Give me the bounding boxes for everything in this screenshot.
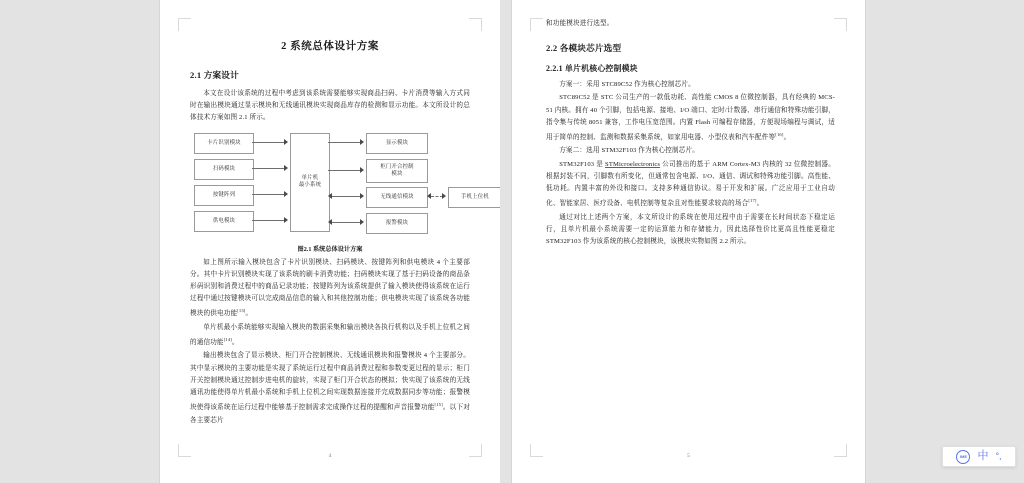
paragraph-stc89c52-text: STC89C52 是 STC 公司生产的一款低功耗、高性能 CMOS 8 位微控制器，具有经典的 MCS-51 内核。拥有 40 个引脚，包括电源、接地、I/O 端口、定时/计数器、串行通信和特殊功能引脚，指令集与传统 8051 兼容，工作电压宽范围。内置 Flash 可编程存储器，方便现场编程与调试，适用于简单的控制、监测和数据采集系统，如家用电器、小型仪表和汽车配件等 — [546, 94, 835, 142]
arrow-scan-to-mcu — [284, 165, 288, 171]
paragraph-output-modules — [190, 350, 470, 426]
paragraph-input-modules-end: 。 — [245, 310, 253, 318]
left-page-content — [190, 24, 489, 428]
diagram-block-card-recognition: 卡片识别模块 — [194, 133, 254, 154]
paragraph-mcu-system-text: 单片机最小系统能够实现输入模块的数据采集和输出模块各执行机构以及手机上位机之间的通信功能 — [190, 323, 470, 347]
figure-caption-2-1: 图2.1 系统总体设计方案 — [297, 245, 363, 253]
ime-punctuation-toggle[interactable]: °, — [995, 451, 1002, 461]
page-number-right: 5 — [687, 453, 690, 459]
arrow-power-to-mcu — [284, 217, 288, 223]
connector-mcu-to-alarm — [332, 222, 361, 223]
page-gap — [500, 0, 512, 483]
arrow-wireless-to-mcu — [328, 193, 332, 199]
arrow-to-mobile-host — [442, 193, 446, 199]
diagram-block-mobile-host: 手机上位机 — [448, 187, 500, 208]
ime-language-toggle[interactable]: 中 — [977, 450, 989, 462]
section-heading-2-2: 2.2 各模块芯片选型 — [546, 43, 622, 54]
diagram-block-alarm: 报警模块 — [366, 213, 428, 234]
connector-scan-to-mcu — [252, 168, 285, 169]
system-architecture-diagram — [190, 131, 489, 241]
paragraph-output-modules-end: 。以下对各主要芯片 — [190, 404, 470, 424]
paragraph-stc89c52-end: 。 — [783, 134, 791, 142]
diagram-block-scan-code: 扫码模块 — [194, 159, 254, 180]
arrow-card-to-mcu — [284, 139, 288, 145]
paragraph-stm32f103 — [546, 159, 835, 211]
paragraph-output-modules-text: 输出模块包含了显示模块、柜门开合控制模块、无线通讯模块和报警模块 4 个主要部分。其中显示模块的主要功能是实现了系统运行过程中商品消费过程和参数变更过程的显示；柜门开关控制模块通过控制步进电机的旋转，实现了柜门开合状态的模拟；快实现了该系统的无线通讯功能使得单片机最小系统和手机上位机之间实现数据连接并完成数据同步等功能；报警模块使得该系统在运行过程中能够基于控制需求完成操作过程的提醒和声音报警功能 — [190, 352, 470, 412]
connector-mcu-to-display — [328, 142, 361, 143]
connector-mcu-to-wireless — [332, 196, 361, 197]
mcu-label-line2: 最小系统 — [298, 182, 322, 189]
citation-15: [15] — [434, 402, 443, 408]
door-label-line1: 柜门开合控制 — [380, 163, 414, 170]
ime-indicator[interactable] — [942, 446, 1016, 467]
margin-mark-top-right — [469, 18, 482, 31]
citation-14: [14] — [223, 337, 232, 343]
citation-13: [13] — [237, 308, 246, 314]
arrow-alarm-to-mcu — [328, 219, 332, 225]
link-stmicroelectronics[interactable]: STMicroelectronics — [605, 160, 661, 168]
margin-mark-top-right-right-page — [834, 18, 847, 31]
connector-card-to-mcu — [252, 142, 285, 143]
page-title: 2 系统总体设计方案 — [281, 41, 379, 52]
section-heading-2-2-1: 2.2.1 单片机核心控制模块 — [546, 64, 638, 74]
paragraph-mcu-system-end: 。 — [231, 339, 239, 347]
paragraph-stm32f103-text-a: STM32F103 是 — [559, 160, 606, 168]
paragraph-stm32f103-end: 。 — [756, 200, 764, 208]
paragraph-lead-continuation: 和功能模块进行选型。 — [546, 20, 614, 27]
arrow-mcu-to-alarm — [360, 219, 364, 225]
right-page-content — [546, 18, 835, 249]
connector-power-to-mcu — [252, 220, 285, 221]
door-label-line2: 模块 — [391, 170, 403, 177]
diagram-block-wireless: 无线通信模块 — [366, 187, 428, 208]
diagram-block-display: 显示模块 — [366, 133, 428, 154]
paragraph-scheme-one: 方案一：采用 STC89C52 作为核心控制芯片。 — [559, 81, 695, 89]
arrow-mcu-to-door — [360, 167, 364, 173]
margin-mark-top-left-right-page — [530, 18, 543, 31]
arrow-to-wireless — [427, 193, 431, 199]
document-page-left[interactable] — [160, 0, 500, 483]
paragraph-input-modules — [190, 257, 470, 321]
diagram-block-door-control — [366, 159, 428, 183]
paragraph-conclusion: 通过对比上述两个方案，本文所设计的系统在使用过程中由于需要在长时间状态下稳定运行，且单片机最小系统需要一定的运算能力和存储能力，因此选择性价比更高且性能更稳定 STM32F103 作为该系统的核心控制模块，该模块实物如图 2.2 所示。 — [546, 213, 835, 246]
diagram-block-mcu-core — [290, 133, 330, 232]
ime-logo-icon[interactable]: IME — [956, 450, 970, 464]
document-page-right[interactable] — [512, 0, 865, 483]
diagram-block-power-supply: 供电模块 — [194, 211, 254, 232]
paragraph-mcu-system — [190, 322, 470, 350]
paragraph-scheme-design: 本文在设计该系统的过程中考虑到该系统需要能够实现商品扫码、卡片消费等输入方式同时在输出模块通过显示模块和无线通讯模块实现商品库存的检测和显示功能。本文所设计的总体技术方案如图 2.1 所示。 — [190, 90, 470, 122]
paragraph-scheme-two: 方案二：选用 STM32F103 作为核心控制芯片。 — [559, 147, 699, 155]
connector-mcu-to-door — [328, 170, 361, 171]
paragraph-stc89c52 — [546, 92, 835, 144]
citation-17: [17] — [748, 198, 757, 204]
arrow-mcu-to-display — [360, 139, 364, 145]
diagram-block-keypad-array: 按键阵列 — [194, 185, 254, 206]
paragraph-stm32f103-text-b: 公司推出的基于 ARM Cortex-M3 内核的 32 位微控制器。根据封装不同，引脚数有所变化，但通常包含电源、I/O、通信、调试和特殊功能引脚。高性能、低功耗。内置丰富的外设和接口。支持多种通信协议。易于开发和扩展。广泛应用于工业自动化、智能家居、医疗设备、电机控制等复杂且对性能要求较高的场合 — [546, 160, 835, 208]
page-number-left: 4 — [328, 453, 332, 459]
paragraph-input-modules-text: 如上图所示输入模块包含了卡片识别模块、扫码模块、按键阵列和供电模块 4 个主要部分。其中卡片识别模块实现了该系统的刷卡消费功能；扫码模块实现了基于扫码设备的商品条形码识别和消费过程中的商品记录功能；按键阵列为该系统提供了输入模块使得该系统在运行过程中通过按键模块可以完成商品信息的输入和其他控制功能；供电模块实现了该系统各功能模块的供电功能 — [190, 258, 470, 318]
citation-16: [16] — [775, 132, 784, 138]
mcu-label-line1: 单片机 — [301, 175, 319, 182]
arrow-keypad-to-mcu — [284, 191, 288, 197]
section-heading-2-1: 2.1 方案设计 — [190, 70, 239, 80]
connector-keypad-to-mcu — [252, 194, 285, 195]
arrow-mcu-to-wireless — [360, 193, 364, 199]
